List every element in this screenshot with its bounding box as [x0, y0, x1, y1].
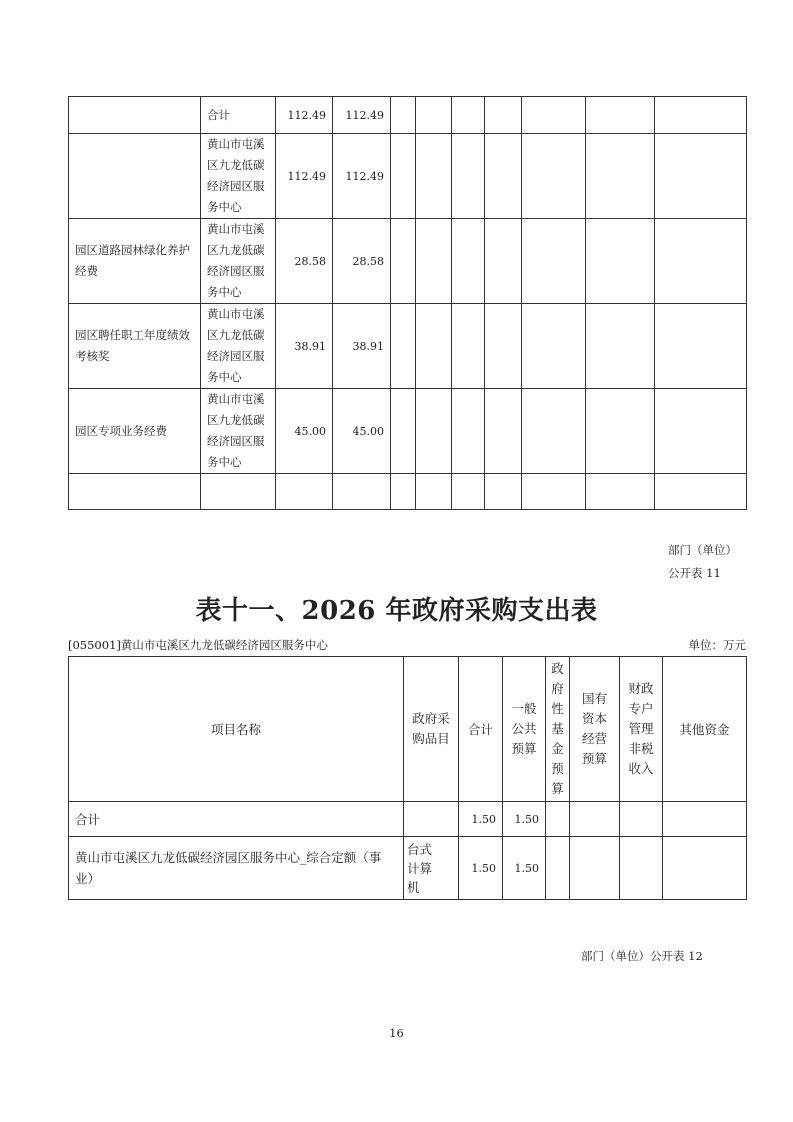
table-row — [69, 134, 747, 219]
general-cell: 28.58 — [333, 219, 391, 304]
table11-note-line2: 公开表 11 — [668, 566, 721, 580]
unit-cell: 黄山市屯溪区九龙低碳经济园区服务中心 — [201, 389, 276, 474]
project-cell — [69, 97, 201, 134]
table-row — [69, 97, 747, 134]
project-cell: 园区聘任职工年度绩效考核奖 — [69, 304, 201, 389]
total-cell — [276, 474, 333, 510]
unit-cell: 黄山市屯溪区九龙低碳经济园区服务中心 — [201, 134, 276, 219]
total-cell: 1.50 — [459, 837, 503, 900]
table12-note: 部门（单位）公开表 12 — [581, 949, 703, 963]
total-cell: 45.00 — [276, 389, 333, 474]
header-general-budget: 一般公共预算 — [503, 657, 546, 802]
header-total: 合计 — [459, 657, 503, 802]
total-cell: 28.58 — [276, 219, 333, 304]
table-row — [69, 837, 747, 900]
header-other: 其他资金 — [663, 657, 747, 802]
total-cell: 112.49 — [276, 97, 333, 134]
header-state-capital: 国有资本经营预算 — [570, 657, 620, 802]
unit-cell — [201, 474, 276, 510]
category-cell — [404, 802, 459, 837]
table11-note-line1: 部门（单位） — [668, 543, 737, 557]
table-row — [69, 389, 747, 474]
unit-cell: 黄山市屯溪区九龙低碳经济园区服务中心 — [201, 219, 276, 304]
general-cell: 45.00 — [333, 389, 391, 474]
total-cell: 112.49 — [276, 134, 333, 219]
header-fiscal-special: 财政专户管理非税收入 — [620, 657, 663, 802]
section-title: 表十一、2026 年政府采购支出表 — [195, 596, 598, 626]
table-row — [69, 474, 747, 510]
procurement-table — [68, 656, 747, 900]
project-name-cell: 合计 — [69, 802, 404, 837]
category-cell: 台式计算机 — [404, 837, 459, 900]
header-gov-fund: 政府性基金预算 — [546, 657, 570, 802]
table-row — [69, 304, 747, 389]
general-budget-cell: 1.50 — [503, 837, 546, 900]
general-cell — [333, 474, 391, 510]
header-project-name: 项目名称 — [69, 657, 404, 802]
general-cell: 112.49 — [333, 97, 391, 134]
header-category: 政府采购品目 — [404, 657, 459, 802]
general-cell: 112.49 — [333, 134, 391, 219]
unit-name: [055001]黄山市屯溪区九龙低碳经济园区服务中心 — [68, 638, 328, 652]
unit-cell: 合计 — [201, 97, 276, 134]
project-cell: 园区道路园林绿化养护经费 — [69, 219, 201, 304]
header-row — [69, 657, 747, 802]
general-budget-cell: 1.50 — [503, 802, 546, 837]
project-cell — [69, 134, 201, 219]
unit-label: 单位：万元 — [688, 638, 746, 652]
table-row — [69, 219, 747, 304]
table-row — [69, 802, 747, 837]
project-expenditure-table — [68, 96, 747, 510]
total-cell: 1.50 — [459, 802, 503, 837]
total-cell: 38.91 — [276, 304, 333, 389]
unit-cell: 黄山市屯溪区九龙低碳经济园区服务中心 — [201, 304, 276, 389]
project-cell — [69, 474, 201, 510]
general-cell: 38.91 — [333, 304, 391, 389]
page-number: 16 — [389, 1026, 404, 1040]
project-name-cell: 黄山市屯溪区九龙低碳经济园区服务中心_综合定额（事业） — [69, 837, 404, 900]
project-cell: 园区专项业务经费 — [69, 389, 201, 474]
